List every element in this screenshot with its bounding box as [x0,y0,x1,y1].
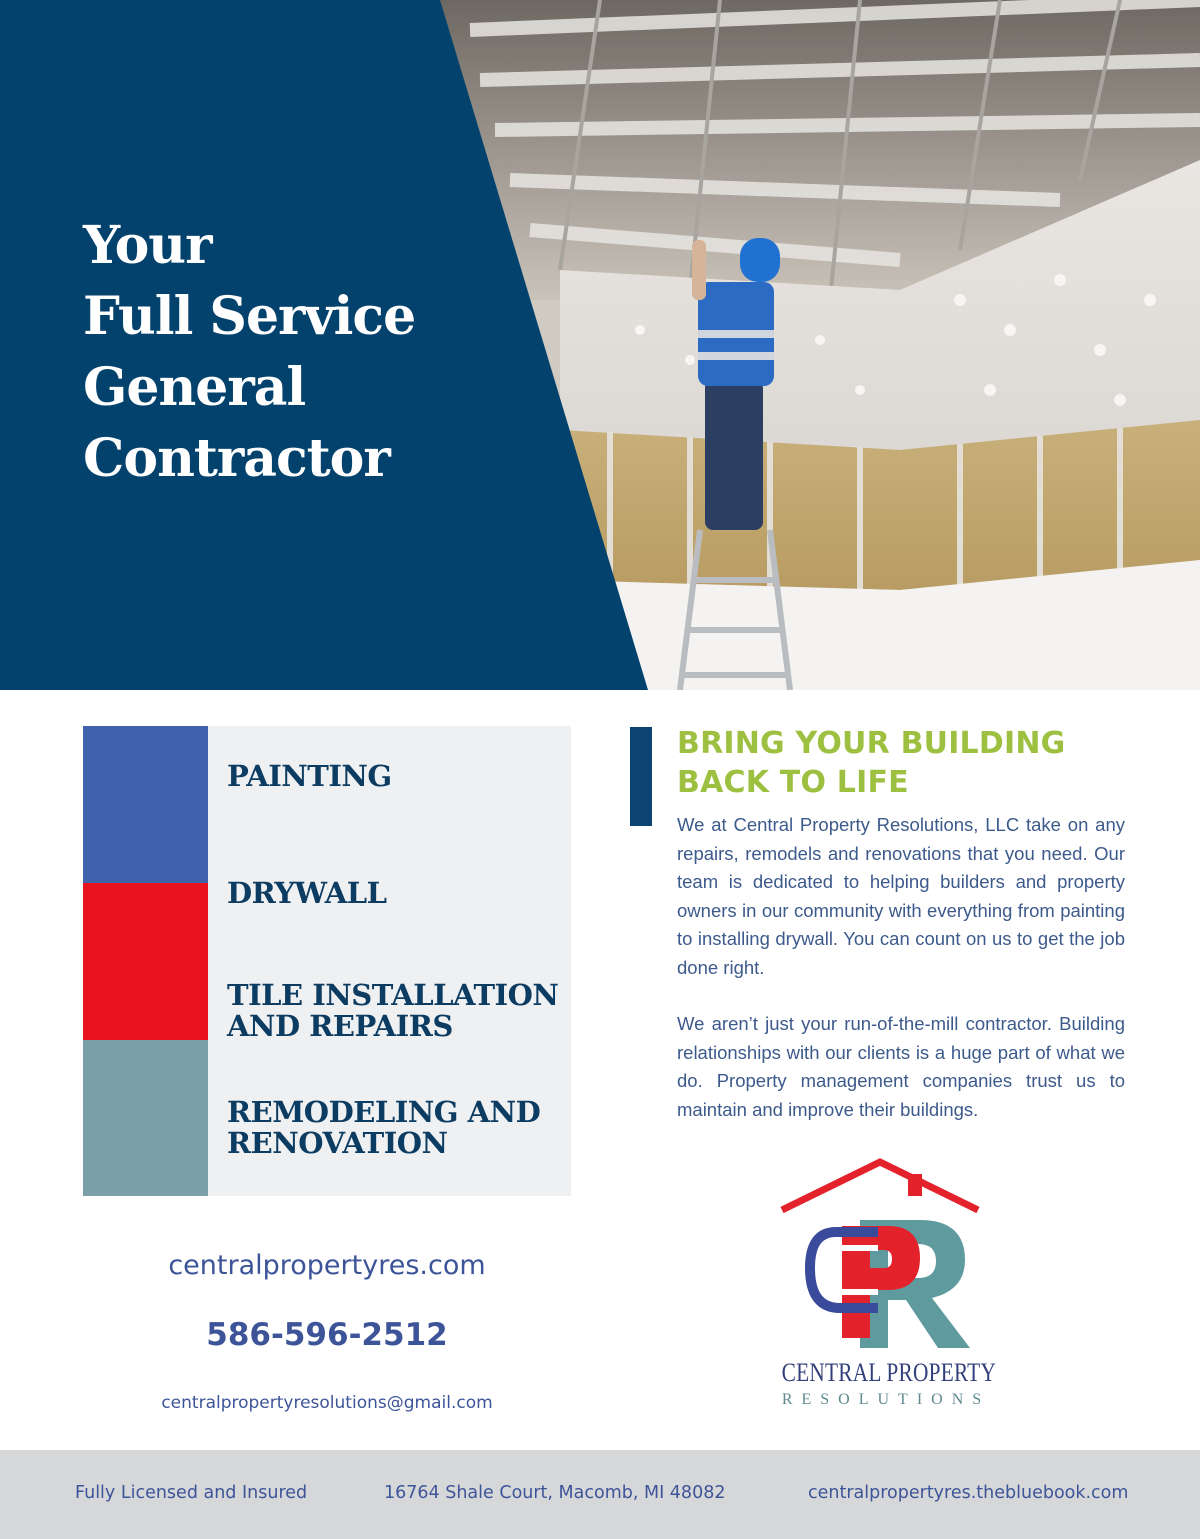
logo-company-sub: RESOLUTIONS [781,1391,991,1408]
service-remodeling [227,1097,567,1159]
hero-section [0,0,1200,690]
service-painting [227,761,567,792]
phone-number[interactable]: 586-596-2512 [206,1317,448,1353]
service-label-line: PAINTING [227,759,392,793]
footer-bluebook-link[interactable]: centralpropertyres.thebluebook.com [808,1483,1129,1503]
service-drywall [227,878,567,909]
hero-title-line: Your [83,215,212,276]
service-color-block-remodel [83,1040,208,1196]
headline-line: BRING YOUR BUILDING [677,726,1066,761]
footer-bar [0,1450,1200,1539]
email-link[interactable]: centralpropertyresolutions@gmail.com [161,1393,493,1413]
logo-company-name: CENTRAL PROPERTY [781,1358,997,1387]
service-label-line: DRYWALL [227,876,387,910]
website-link[interactable]: centralpropertyres.com [168,1250,486,1281]
service-label-line: RENOVATION [227,1126,448,1160]
service-color-block-painting [83,726,208,883]
hero-title-line: Full Service [83,286,416,347]
service-label-line: AND REPAIRS [227,1009,453,1043]
footer-licensed: Fully Licensed and Insured [75,1483,308,1503]
intro-paragraph-1: We at Central Property Resolutions, LLC take on any repairs, remodels and renovations that you need. Our team is dedicated to helping builders and property owners in our community with everything from painting to installing drywall. You can count on us to get the job done right. [677,814,1125,978]
service-tile [227,980,567,1042]
services-panel [83,726,571,1196]
intro-paragraph-2: We aren’t just your run-of-the-mill contractor. Building relationships with our clients is a huge part of what we do. Property management companies trust us to maintain and improve their buildings. [677,1013,1125,1120]
company-logo [760,1158,1000,1418]
service-label-line: TILE INSTALLATION [227,978,559,1012]
cpr-monogram-icon [760,1158,1000,1358]
headline-line: BACK TO LIFE [677,765,909,800]
hero-title-line: Contractor [83,428,390,489]
service-color-block-drywall [83,883,208,1040]
headline-accent-bar [630,727,652,826]
intro-headline [677,724,1147,802]
hero-title-line: General [83,357,306,418]
footer-address: 16764 Shale Court, Macomb, MI 48082 [384,1483,726,1503]
service-label-line: REMODELING AND [227,1095,541,1129]
hero-title [83,210,503,494]
